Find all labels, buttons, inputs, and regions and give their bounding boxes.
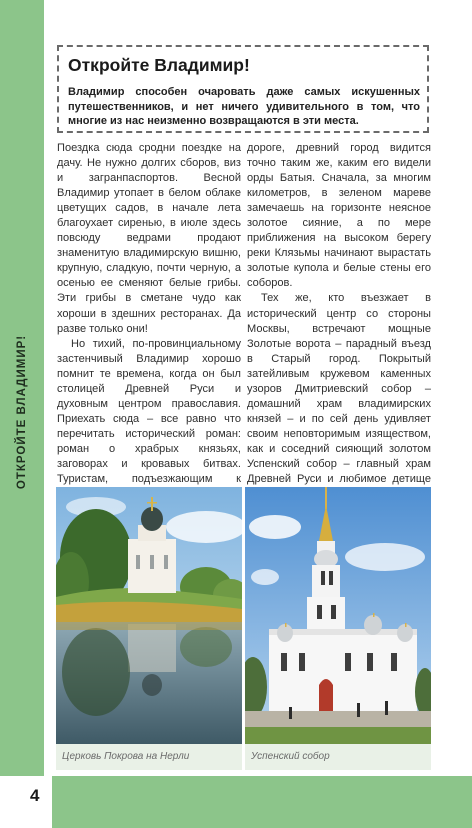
footer-band [0, 776, 472, 828]
paragraph: Но тихий, по-провинциальному застенчивый Владимир хорошо помнит те времена, когда он был столицей Древней Руси и духовным центром православия. Приехать сюда – все равно что перечитать исторический роман: роман о храбрых князьях, заговорах и кровавых битвах. Туристам, подъезжающим к [57, 337, 241, 486]
page-number: 4 [30, 786, 40, 805]
article-column-left [57, 141, 241, 517]
intro-box [57, 45, 429, 133]
photo-caption: Церковь Покрова на Нерли [56, 744, 242, 770]
box-title: Откройте Владимир! [68, 55, 250, 75]
article-column-right [247, 141, 431, 517]
cathedral-photo [245, 487, 431, 744]
photo-figure-left [56, 487, 242, 770]
church-on-river-photo [56, 487, 242, 744]
photo-figure-right [245, 487, 431, 770]
photo-caption: Успенский собор [245, 744, 431, 770]
paragraph: дороге, древний город видится точно таким же, каким его видели орды Батыя. Сначала, за многим километров, в зеленом мареве замечаешь на горизонте неясное золотое сияние, а по мере приближения на высоком берегу реки Клязьмы начинают вырастать золотые купола и белые стены его соборов. [247, 142, 431, 290]
paragraph: Поездка сюда сродни поездке на дачу. Не нужно долгих сборов, виз и загранпаспортов. Весной Владимир утопает в белом облаке цветущих садов, в начале лета благоухает сиренью, в июле здесь повсюду ведрами продают знаменитую владимирскую вишню, крупную, сладкую, почти черную, а осенью ее сменяют белые грибы. Эти грибы в сметане чудо как хороши в здешних ресторанах. Да разве только они! [57, 142, 241, 335]
paragraph: Тех же, кто въезжает в исторический центр со стороны Москвы, встречают мощные Золотые ворота – парадный въезд в Старый город. Покрытый затейливым кружевом каменных узоров Дмитриевский собор – домашний храм владимирских князей – и по сей день удивляет своим неповторимым изяществом, как и соседний сияющий золотом Успенский собор – главный храм Древней Руси и любимое детище [247, 292, 431, 486]
box-intro-text: Владимир способен очаровать даже самых искушенных путешественников, и нет ничего удивительного в том, что многие из нас неизменно возвращаются в эти места. [68, 86, 420, 127]
page-number-box [0, 776, 52, 828]
section-title-vertical: ОТКРОЙТЕ ВЛАДИМИР! [16, 334, 28, 490]
